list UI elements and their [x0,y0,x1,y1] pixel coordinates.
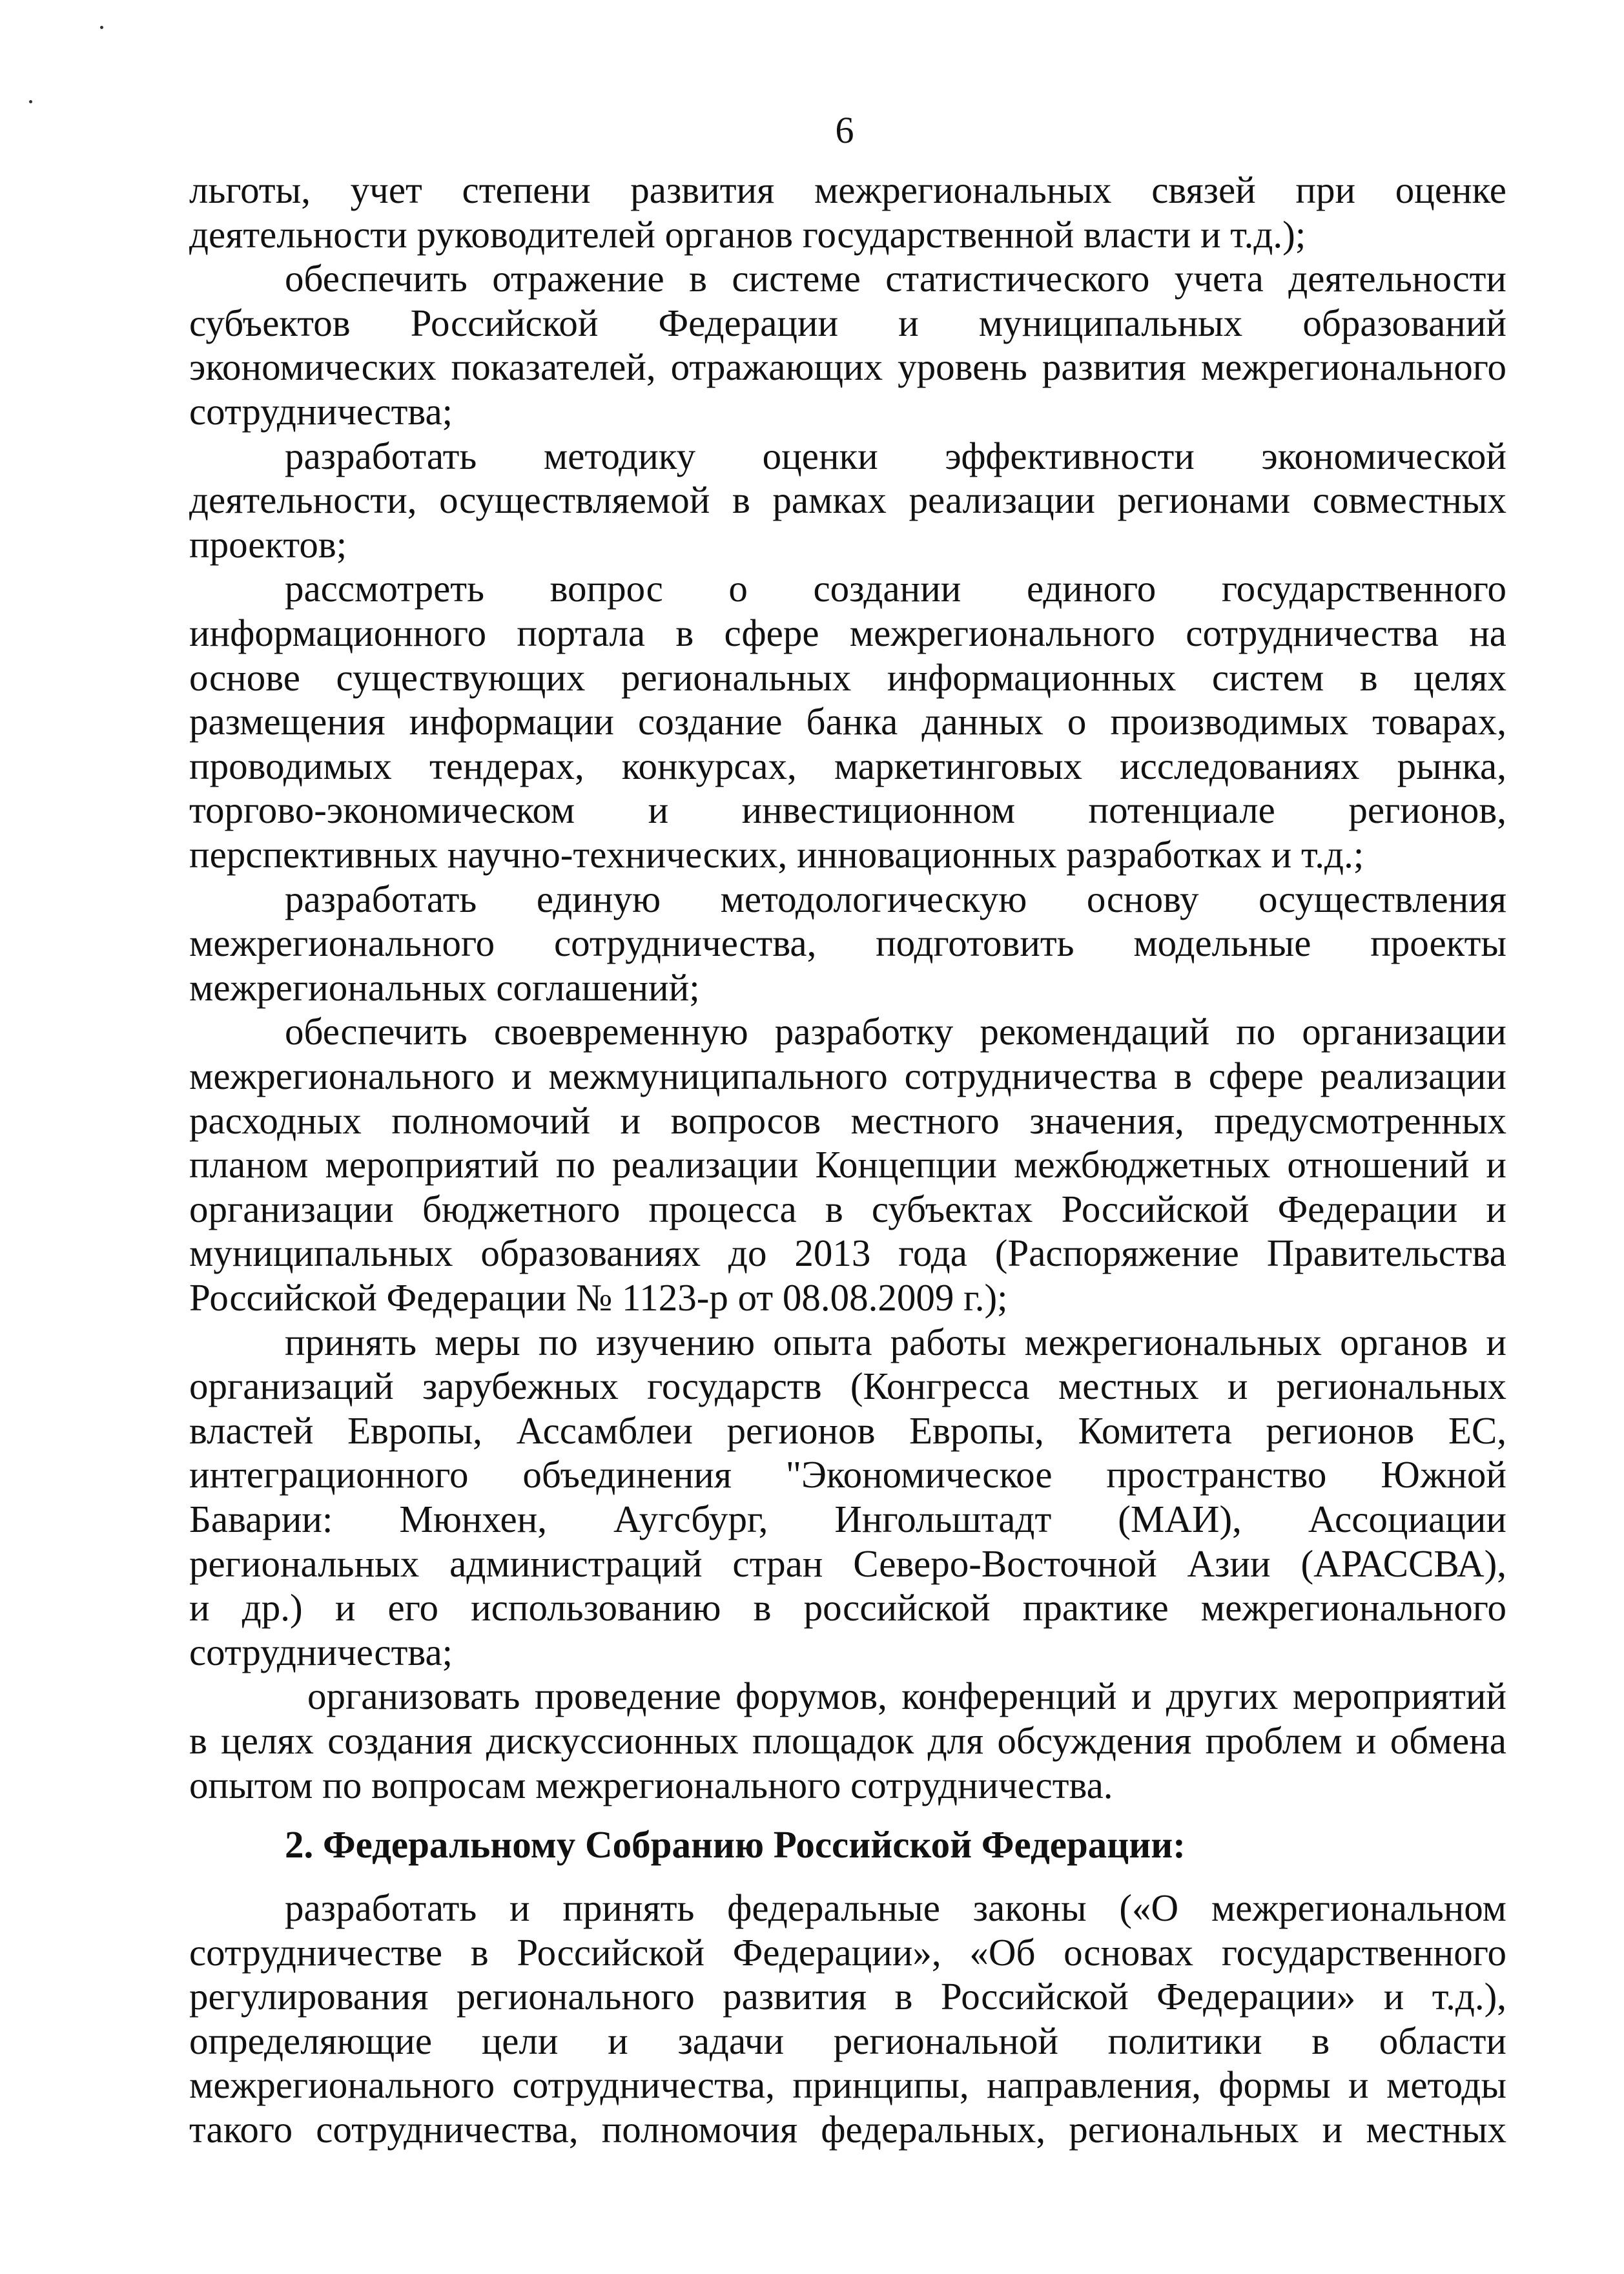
text-line: обеспечить отражение в системе статистического учета деятельности [285,257,1506,300]
text-line: рассмотреть вопрос о создании единого государственного [285,567,1506,610]
text-line: опытом по вопросам межрегионального сотрудничества. [189,1763,1113,1806]
text-line: интеграционного объединения "Экономическое пространство Южной [189,1453,1506,1496]
text-line: сотрудничестве в Российской Федерации», «Об основах государственного [189,1930,1506,1974]
text-line: экономических показателей, отражающих уровень развития межрегионального [189,346,1506,389]
text-line: обеспечить своевременную разработку рекомендаций по организации [285,1010,1506,1053]
text-line: региональных администраций стран Северо-Восточной Азии (АРАССВА), [189,1542,1506,1585]
text-line: размещения информации создание банка данных о производимых товарах, [189,700,1506,743]
text-line: организаций зарубежных государств (Конгресса местных и региональных [189,1365,1506,1408]
text-line: принять меры по изучению опыта работы межрегиональных органов и [285,1320,1506,1363]
text-line: межрегионального и межмуниципального сотрудничества в сфере реализации [189,1055,1506,1097]
text-line: субъектов Российской Федерации и муниципальных образований [189,301,1506,344]
text-line: торгово-экономическом и инвестиционном потенциале регионов, [189,789,1506,832]
text-line: регулирования регионального развития в Российской Федерации» и т.д.), [189,1975,1506,2018]
text-line: организовать проведение форумов, конференций и других мероприятий [307,1675,1506,1718]
scan-speck [100,26,103,29]
text-line: льготы, учет степени развития межрегиональных связей при оценке [189,169,1506,211]
text-line: муниципальных образованиях до 2013 года (Распоряжение Правительства [189,1232,1506,1275]
page-number: 6 [835,109,854,151]
text-line: планом мероприятий по реализации Концепции межбюджетных отношений и [189,1143,1506,1186]
text-line: перспективных научно-технических, инновационных разработках и т.д.; [189,833,1364,876]
text-line: разработать методику оценки эффективности экономической [285,434,1506,477]
text-line: информационного портала в сфере межрегионального сотрудничества на [189,612,1506,654]
text-line: проводимых тендерах, конкурсах, маркетинговых исследованиях рынка, [189,744,1506,787]
text-line: сотрудничества; [189,390,453,433]
text-line: межрегионального сотрудничества, принципы, направления, формы и методы [189,2063,1506,2107]
text-line: основе существующих региональных информационных систем в целях [189,656,1506,699]
text-line: деятельности, осуществляемой в рамках реализации регионами совместных [189,479,1506,522]
text-line: межрегионального сотрудничества, подготовить модельные проекты [189,922,1506,965]
text-line: такого сотрудничества, полномочия федеральных, региональных и местных [189,2108,1506,2151]
text-line: Российской Федерации № 1123-р от 08.08.2009 г.); [189,1276,1008,1319]
text-line: определяющие цели и задачи региональной политики в области [189,2019,1506,2062]
text-line: деятельности руководителей органов государственной власти и т.д.); [189,212,1306,256]
text-line: и др.) и его использованию в российской практике межрегионального [189,1586,1506,1629]
text-line: разработать и принять федеральные законы («О межрегиональном [285,1886,1506,1929]
text-line: властей Европы, Ассамблеи регионов Европы, Комитета регионов ЕС, [189,1409,1506,1452]
text-line: разработать единую методологическую основу осуществления [285,877,1506,920]
text-line: Баварии: Мюнхен, Аугсбург, Ингольштадт (МАИ), Ассоциации [189,1498,1506,1540]
text-line: расходных полномочий и вопросов местного значения, предусмотренных [189,1099,1506,1142]
text-line: в целях создания дискуссионных площадок для обсуждения проблем и обмена [189,1719,1506,1762]
text-line: межрегиональных соглашений; [189,966,700,1009]
text-line: сотрудничества; [189,1630,453,1673]
section-heading: 2. Федеральному Собранию Российской Федерации: [285,1823,1186,1866]
text-line: проектов; [189,522,347,566]
scan-speck [29,100,32,103]
text-line: организации бюджетного процесса в субъектах Российской Федерации и [189,1187,1506,1230]
